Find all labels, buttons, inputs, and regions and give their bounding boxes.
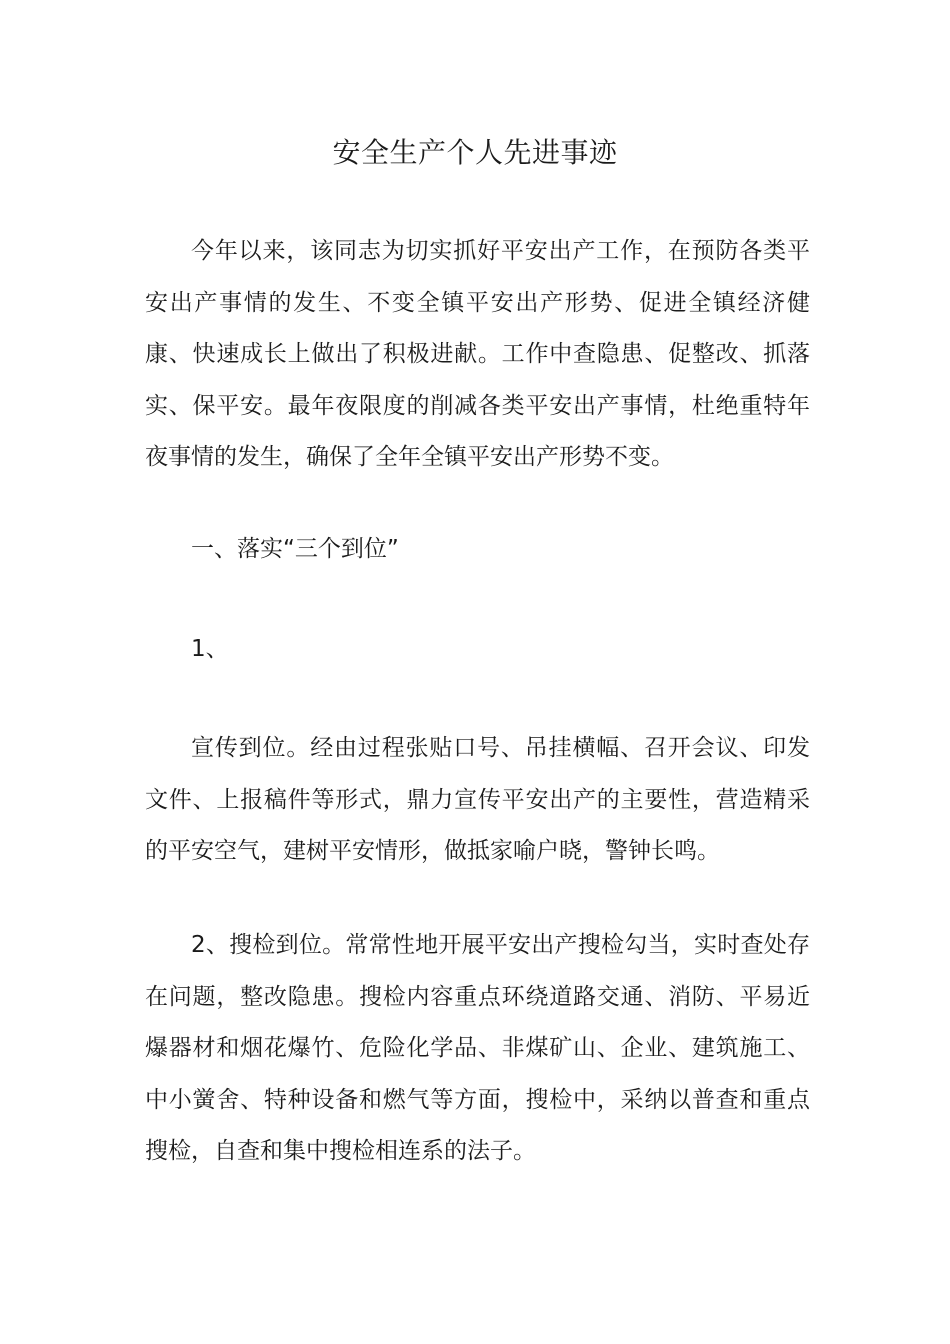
section-heading: 一、落实“三个到位” xyxy=(191,536,399,562)
paragraph-publicity: 宣传到位。经由过程张贴口号、吊挂横幅、召开会议、印发文件、上报稿件等形式，鼎力宣传平安出产的主要性，营造精采的平安空气，建树平安情形，做抵家喻户晓，警钟长鸣。 xyxy=(145,735,810,864)
paragraph-intro: 今年以来，该同志为切实抓好平安出产工作，在预防各类平安出产事情的发生、不变全镇平安出产形势、促进全镇经济健康、快速成长上做出了积极进献。工作中查隐患、促整改、抓落实、保平安。最年夜限度的削减各类平安出产事情，杜绝重特年夜事情的发生，确保了全年全镇平安出产形势不变。 xyxy=(145,238,810,470)
list-number: 1、 xyxy=(191,636,229,662)
document-title: 安全生产个人先进事迹 xyxy=(332,136,618,169)
paragraph-inspection: 2、搜检到位。常常性地开展平安出产搜检勾当，实时查处存在问题，整改隐患。搜检内容重点环绕道路交通、消防、平易近爆器材和烟花爆竹、危险化学品、非煤矿山、企业、建筑施工、中小黉舍、特种设备和燃气等方面，搜检中，采纳以普查和重点搜检，自查和集中搜检相连系的法子。 xyxy=(145,932,810,1164)
